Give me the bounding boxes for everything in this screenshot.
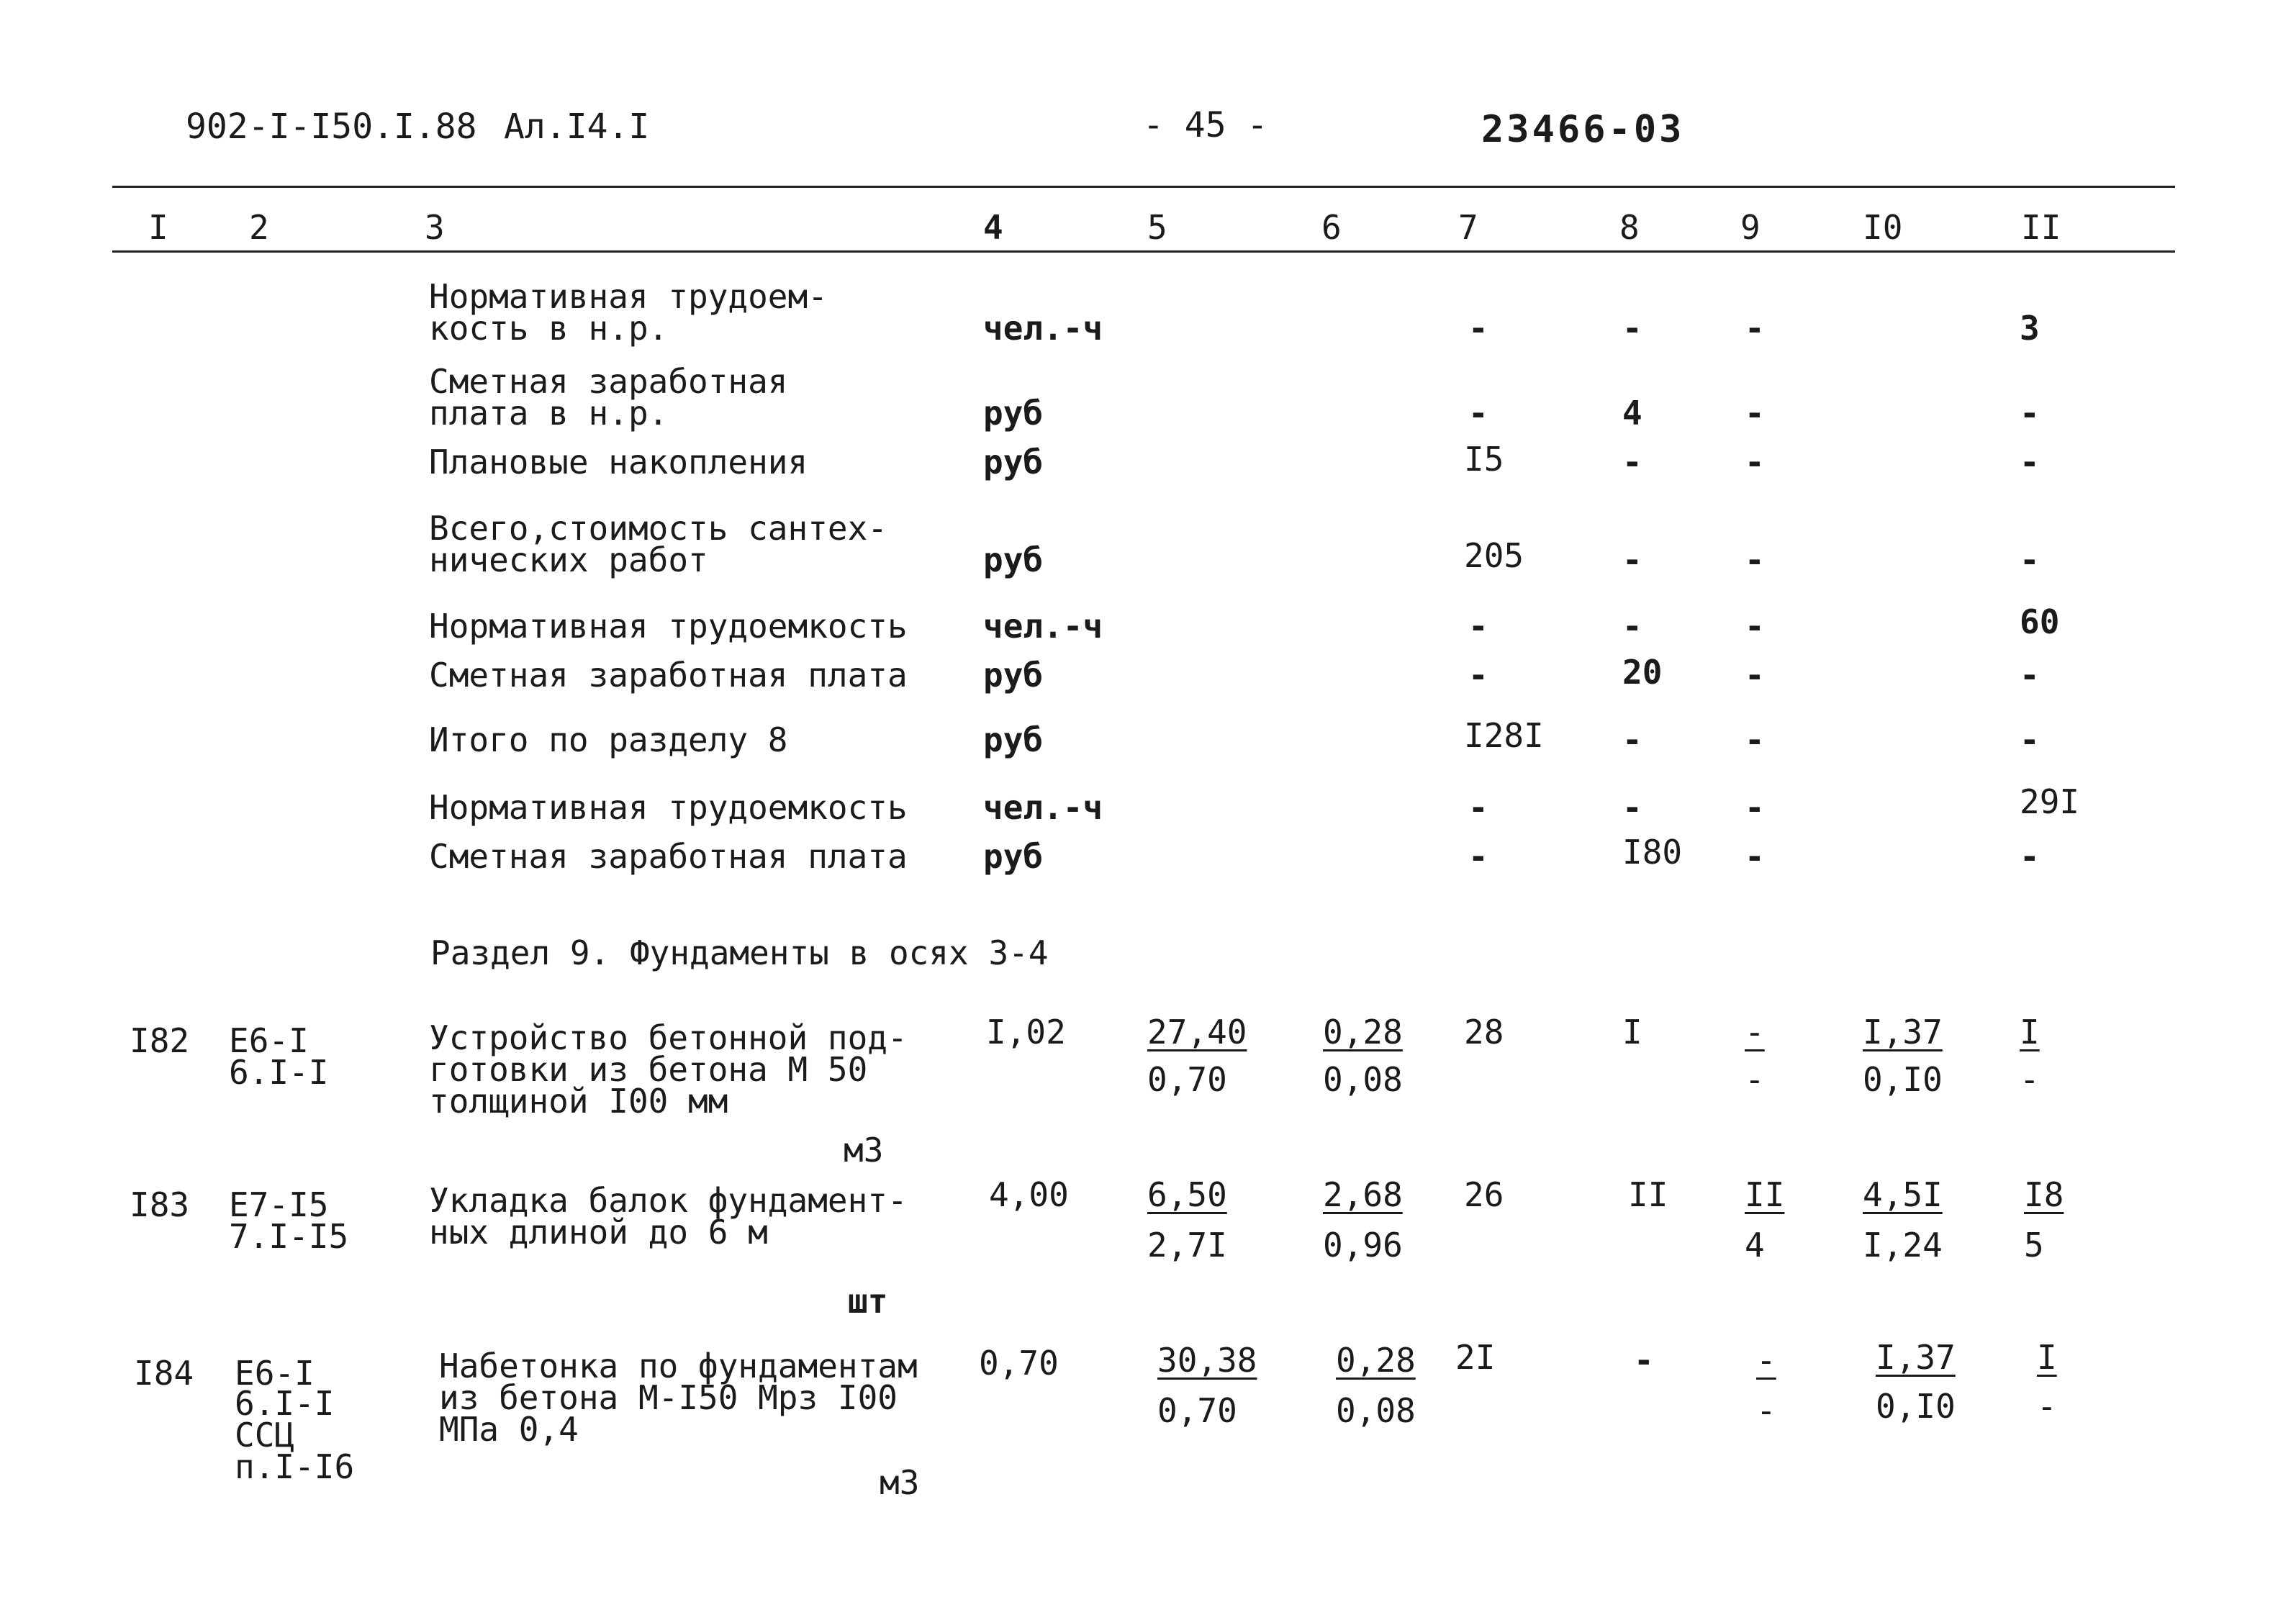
cell-col5-bottom: 0,70 xyxy=(1147,1060,1227,1099)
column-header: 5 xyxy=(1147,208,1167,247)
item-number: I82 xyxy=(130,1021,190,1060)
cell-col8: - xyxy=(1622,309,1642,348)
cell-col9: - xyxy=(1745,309,1765,348)
item-code: 6.I-I xyxy=(229,1053,329,1092)
cell-col9-top: II xyxy=(1745,1175,1785,1214)
row-unit: руб xyxy=(983,443,1044,481)
cell-col9: - xyxy=(1745,394,1765,433)
row-label: Сметная заработная плата xyxy=(429,837,908,876)
cell-col7: 26 xyxy=(1464,1175,1504,1214)
cell-col9-bottom: - xyxy=(1756,1391,1776,1430)
cell-col9: - xyxy=(1745,443,1765,481)
row-unit: чел.-ч xyxy=(983,788,1103,827)
item-description: МПа 0,4 xyxy=(439,1410,579,1449)
column-header: 7 xyxy=(1458,208,1478,247)
column-header: I xyxy=(148,208,168,247)
cell-col6-bottom: 0,96 xyxy=(1323,1226,1403,1265)
item-code: ССЦ xyxy=(235,1416,295,1455)
item-number: I84 xyxy=(134,1354,194,1393)
item-code: Е6-I xyxy=(229,1021,309,1060)
cell-col8: - xyxy=(1622,607,1642,646)
cell-col7: 2I xyxy=(1455,1338,1496,1377)
row-unit: чел.-ч xyxy=(983,607,1103,646)
cell-col10-bottom: I,24 xyxy=(1863,1226,1943,1265)
cell-col9-bottom: - xyxy=(1745,1060,1765,1099)
row-label: Нормативная трудоем- xyxy=(429,277,828,316)
item-unit: шт xyxy=(848,1282,888,1321)
cell-col11: - xyxy=(2020,837,2040,876)
cell-col7: I28I xyxy=(1464,716,1544,755)
cell-col10-top: 4,5I xyxy=(1863,1175,1943,1214)
cell-col11-bottom: - xyxy=(2037,1387,2057,1426)
cell-col8: - xyxy=(1622,788,1642,827)
row-label: Всего,стоимость сантех- xyxy=(429,509,887,548)
row-label: Сметная заработная xyxy=(429,362,788,401)
column-header: 9 xyxy=(1740,208,1761,247)
cell-col11-top: I8 xyxy=(2024,1175,2064,1214)
cell-col5-bottom: 2,7I xyxy=(1147,1226,1227,1265)
row-unit: руб xyxy=(983,394,1044,433)
item-description: Укладка балок фундамент- xyxy=(429,1181,908,1220)
document-code: 902-I-I50.I.88 xyxy=(186,107,477,147)
row-label: кость в н.р. xyxy=(429,309,669,348)
top-rule xyxy=(112,186,2175,188)
cell-col11: - xyxy=(2020,720,2040,759)
row-label: нических работ xyxy=(429,540,708,579)
item-description: толщиной I00 мм xyxy=(429,1082,728,1121)
cell-col9-top: - xyxy=(1756,1341,1776,1380)
cell-col6-top: 0,28 xyxy=(1336,1341,1416,1380)
page-number: - 45 - xyxy=(1143,105,1268,145)
cell-col8: I xyxy=(1622,1013,1642,1051)
cell-col6-bottom: 0,08 xyxy=(1336,1391,1416,1430)
cell-col7: - xyxy=(1468,607,1488,646)
row-unit: руб xyxy=(983,540,1044,579)
row-label: Итого по разделу 8 xyxy=(429,720,788,759)
sheet-number: Ал.I4.I xyxy=(504,107,650,147)
cell-col4: 4,00 xyxy=(989,1175,1069,1214)
item-description: из бетона М-I50 Мрз I00 xyxy=(439,1378,898,1417)
cell-col11-top: I xyxy=(2037,1338,2057,1377)
cell-col7: 28 xyxy=(1464,1013,1504,1051)
cell-col5-top: 6,50 xyxy=(1147,1175,1227,1214)
cell-col7: - xyxy=(1468,788,1488,827)
item-description: Устройство бетонной под- xyxy=(429,1018,908,1057)
cell-col9: - xyxy=(1745,788,1765,827)
cell-col8: - xyxy=(1634,1341,1654,1380)
row-label: Сметная заработная плата xyxy=(429,656,908,695)
cell-col8: 20 xyxy=(1622,653,1663,692)
column-header: 8 xyxy=(1619,208,1640,247)
cell-col4: 0,70 xyxy=(979,1344,1059,1383)
column-header: 6 xyxy=(1321,208,1342,247)
section-title: Раздел 9. Фундаменты в осях 3-4 xyxy=(430,933,1049,972)
cell-col7: - xyxy=(1468,656,1488,695)
header-rule xyxy=(112,250,2175,253)
cell-col8: II xyxy=(1628,1175,1668,1214)
item-description: готовки из бетона М 50 xyxy=(429,1050,868,1089)
item-unit: м3 xyxy=(844,1131,884,1170)
column-header: 2 xyxy=(249,208,269,247)
cell-col10-top: I,37 xyxy=(1863,1013,1943,1051)
cell-col11: 60 xyxy=(2020,602,2060,641)
cell-col11: - xyxy=(2020,540,2040,579)
item-code: 7.I-I5 xyxy=(229,1217,349,1256)
cell-col7: - xyxy=(1468,837,1488,876)
cell-col6-top: 0,28 xyxy=(1323,1013,1403,1051)
row-unit: руб xyxy=(983,720,1044,759)
row-label: Нормативная трудоемкость xyxy=(429,788,908,827)
cell-col9: - xyxy=(1745,656,1765,695)
cell-col11: 29I xyxy=(2020,782,2080,821)
cell-col8: 4 xyxy=(1622,394,1642,433)
cell-col11: - xyxy=(2020,394,2040,433)
cell-col8: - xyxy=(1622,443,1642,481)
cell-col5-top: 27,40 xyxy=(1147,1013,1247,1051)
cell-col9: - xyxy=(1745,607,1765,646)
row-unit: руб xyxy=(983,656,1044,695)
cell-col9: - xyxy=(1745,837,1765,876)
cell-col9-top: - xyxy=(1745,1013,1765,1051)
cell-col7: - xyxy=(1468,309,1488,348)
cell-col6-bottom: 0,08 xyxy=(1323,1060,1403,1099)
cell-col7: 205 xyxy=(1464,536,1524,575)
inventory-number: 23466-03 xyxy=(1481,108,1685,151)
cell-col11: - xyxy=(2020,443,2040,481)
cell-col11: 3 xyxy=(2020,309,2040,348)
column-header: 3 xyxy=(425,208,445,247)
item-description: ных длиной до 6 м xyxy=(429,1213,768,1252)
item-code: Е7-I5 xyxy=(229,1185,329,1224)
cell-col8: - xyxy=(1622,540,1642,579)
cell-col10-top: I,37 xyxy=(1876,1338,1956,1377)
row-label: Плановые накопления xyxy=(429,443,808,481)
cell-col8: - xyxy=(1622,720,1642,759)
cell-col6-top: 2,68 xyxy=(1323,1175,1403,1214)
row-label: Нормативная трудоемкость xyxy=(429,607,908,646)
item-number: I83 xyxy=(130,1185,190,1224)
item-code: Е6-I xyxy=(235,1354,315,1393)
cell-col7: - xyxy=(1468,394,1488,433)
row-unit: руб xyxy=(983,837,1044,876)
cell-col9-bottom: 4 xyxy=(1745,1226,1765,1265)
row-label: плата в н.р. xyxy=(429,394,669,433)
item-unit: м3 xyxy=(880,1463,920,1502)
cell-col5-top: 30,38 xyxy=(1157,1341,1257,1380)
item-code: 6.I-I xyxy=(235,1384,335,1423)
column-header: II xyxy=(2021,208,2061,247)
cell-col10-bottom: 0,I0 xyxy=(1876,1387,1956,1426)
cell-col9: - xyxy=(1745,540,1765,579)
cell-col7: I5 xyxy=(1464,440,1504,479)
column-header: I0 xyxy=(1863,208,1903,247)
cell-col4: I,02 xyxy=(986,1013,1066,1051)
column-header: 4 xyxy=(983,208,1003,247)
item-description: Набетонка по фундаментам xyxy=(439,1347,918,1385)
cell-col10-bottom: 0,I0 xyxy=(1863,1060,1943,1099)
cell-col8: I80 xyxy=(1622,833,1683,872)
item-code: п.I-I6 xyxy=(235,1447,355,1486)
cell-col11-top: I xyxy=(2020,1013,2040,1051)
cell-col11: - xyxy=(2020,656,2040,695)
cell-col9: - xyxy=(1745,720,1765,759)
cell-col11-bottom: - xyxy=(2020,1060,2040,1099)
cell-col5-bottom: 0,70 xyxy=(1157,1391,1237,1430)
cell-col11-bottom: 5 xyxy=(2024,1226,2044,1265)
row-unit: чел.-ч xyxy=(983,309,1103,348)
